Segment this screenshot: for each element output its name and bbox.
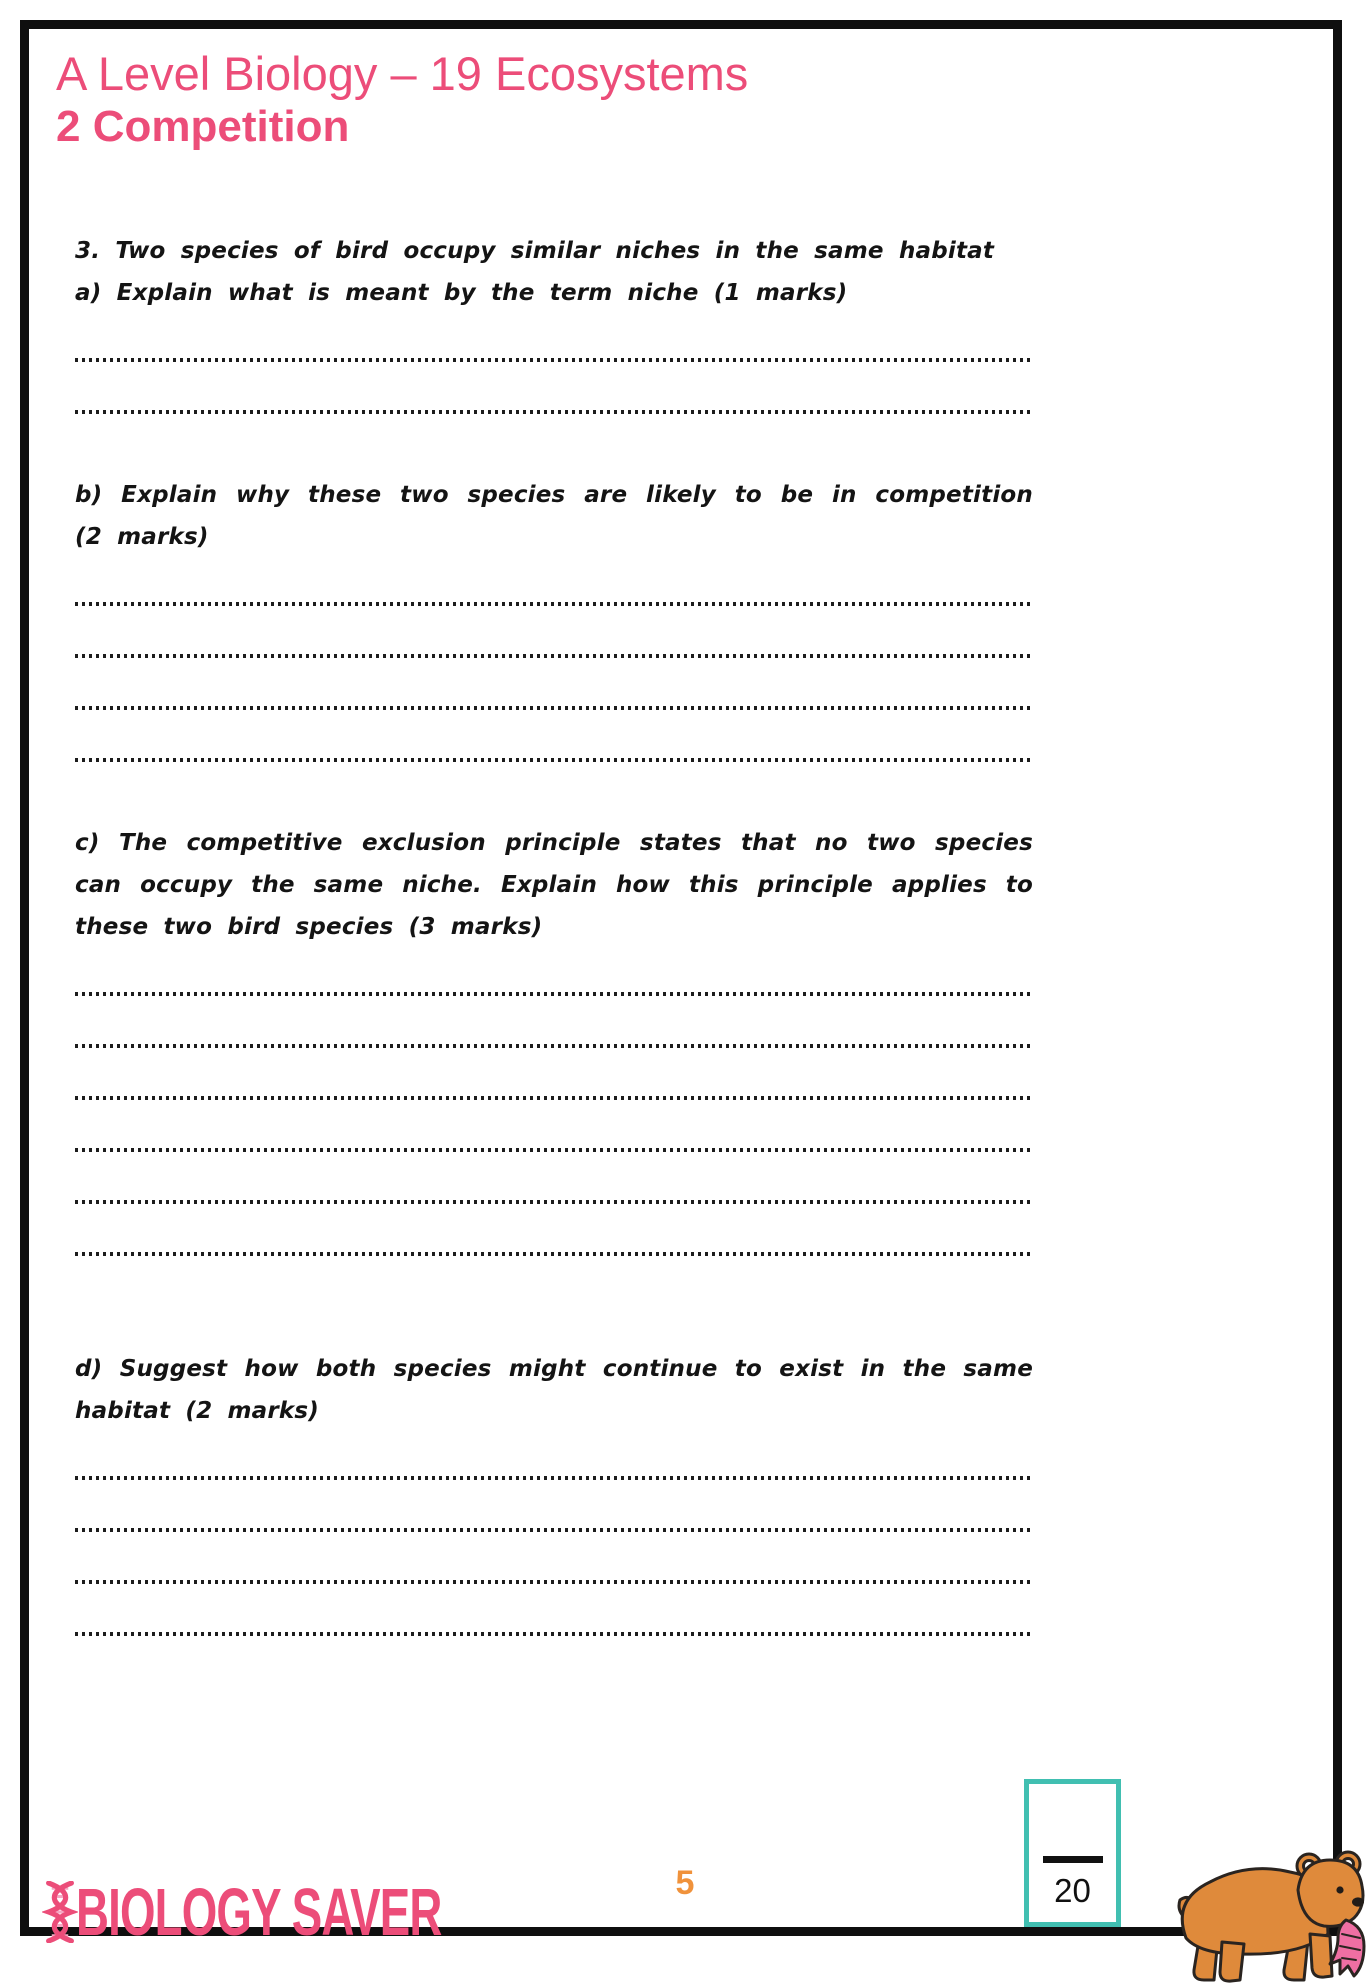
part-text: The competitive exclusion principle states that no two species can occupy the same niche. Explain how this principle applies to these two bird species (3 marks) <box>75 830 1033 940</box>
answer-lines <box>75 1432 1033 1640</box>
part-text: Explain what is meant by the term niche (1 marks) <box>116 280 848 306</box>
answer-line <box>75 662 1033 714</box>
answer-line <box>75 714 1033 766</box>
answer-line <box>75 1052 1033 1104</box>
answer-line <box>75 1484 1033 1536</box>
answer-lines <box>75 314 1033 418</box>
answer-line <box>75 1104 1033 1156</box>
logo-text: BIOLOGY SAVER <box>76 1873 442 1950</box>
answer-line <box>75 1208 1033 1260</box>
question-text <box>75 822 1033 948</box>
question-part <box>75 822 1033 1260</box>
part-label: a) <box>75 280 102 306</box>
bear-with-fish-mascot-image <box>1170 1842 1370 1986</box>
page-number: 5 <box>675 1864 695 1902</box>
answer-lines <box>75 558 1033 766</box>
question-block <box>75 230 1033 1640</box>
answer-line <box>75 610 1033 662</box>
marks-total: 20 <box>1054 1872 1091 1909</box>
marks-fraction-bar <box>1043 1856 1103 1863</box>
answer-line <box>75 314 1033 366</box>
answer-line <box>75 948 1033 1000</box>
question-intro: 3. Two species of bird occupy similar niches in the same habitat <box>75 238 995 264</box>
question-text <box>75 1348 1033 1432</box>
answer-line <box>75 1156 1033 1208</box>
page-header <box>56 48 1056 150</box>
answer-line <box>75 366 1033 418</box>
answer-line <box>75 1588 1033 1640</box>
question-text <box>75 272 1033 314</box>
answer-line <box>75 1000 1033 1052</box>
marks-box <box>1024 1779 1121 1927</box>
answer-line <box>75 558 1033 610</box>
page-title: A Level Biology – 19 Ecosystems <box>56 47 749 100</box>
answer-lines <box>75 948 1033 1260</box>
answer-line <box>75 1432 1033 1484</box>
question-text <box>75 474 1033 558</box>
part-label: c) <box>75 830 100 856</box>
question-parts <box>75 272 1033 1640</box>
part-label: b) <box>75 482 103 508</box>
question-part <box>75 474 1033 766</box>
part-label: d) <box>75 1356 103 1382</box>
part-text: Explain why these two species are likely to be in competition (2 marks) <box>75 482 1033 550</box>
answer-line <box>75 1536 1033 1588</box>
question-part <box>75 272 1033 418</box>
page-subtitle: 2 Competition <box>56 101 350 151</box>
question-part <box>75 1348 1033 1640</box>
part-text: Suggest how both species might continue to exist in the same habitat (2 marks) <box>75 1356 1033 1424</box>
